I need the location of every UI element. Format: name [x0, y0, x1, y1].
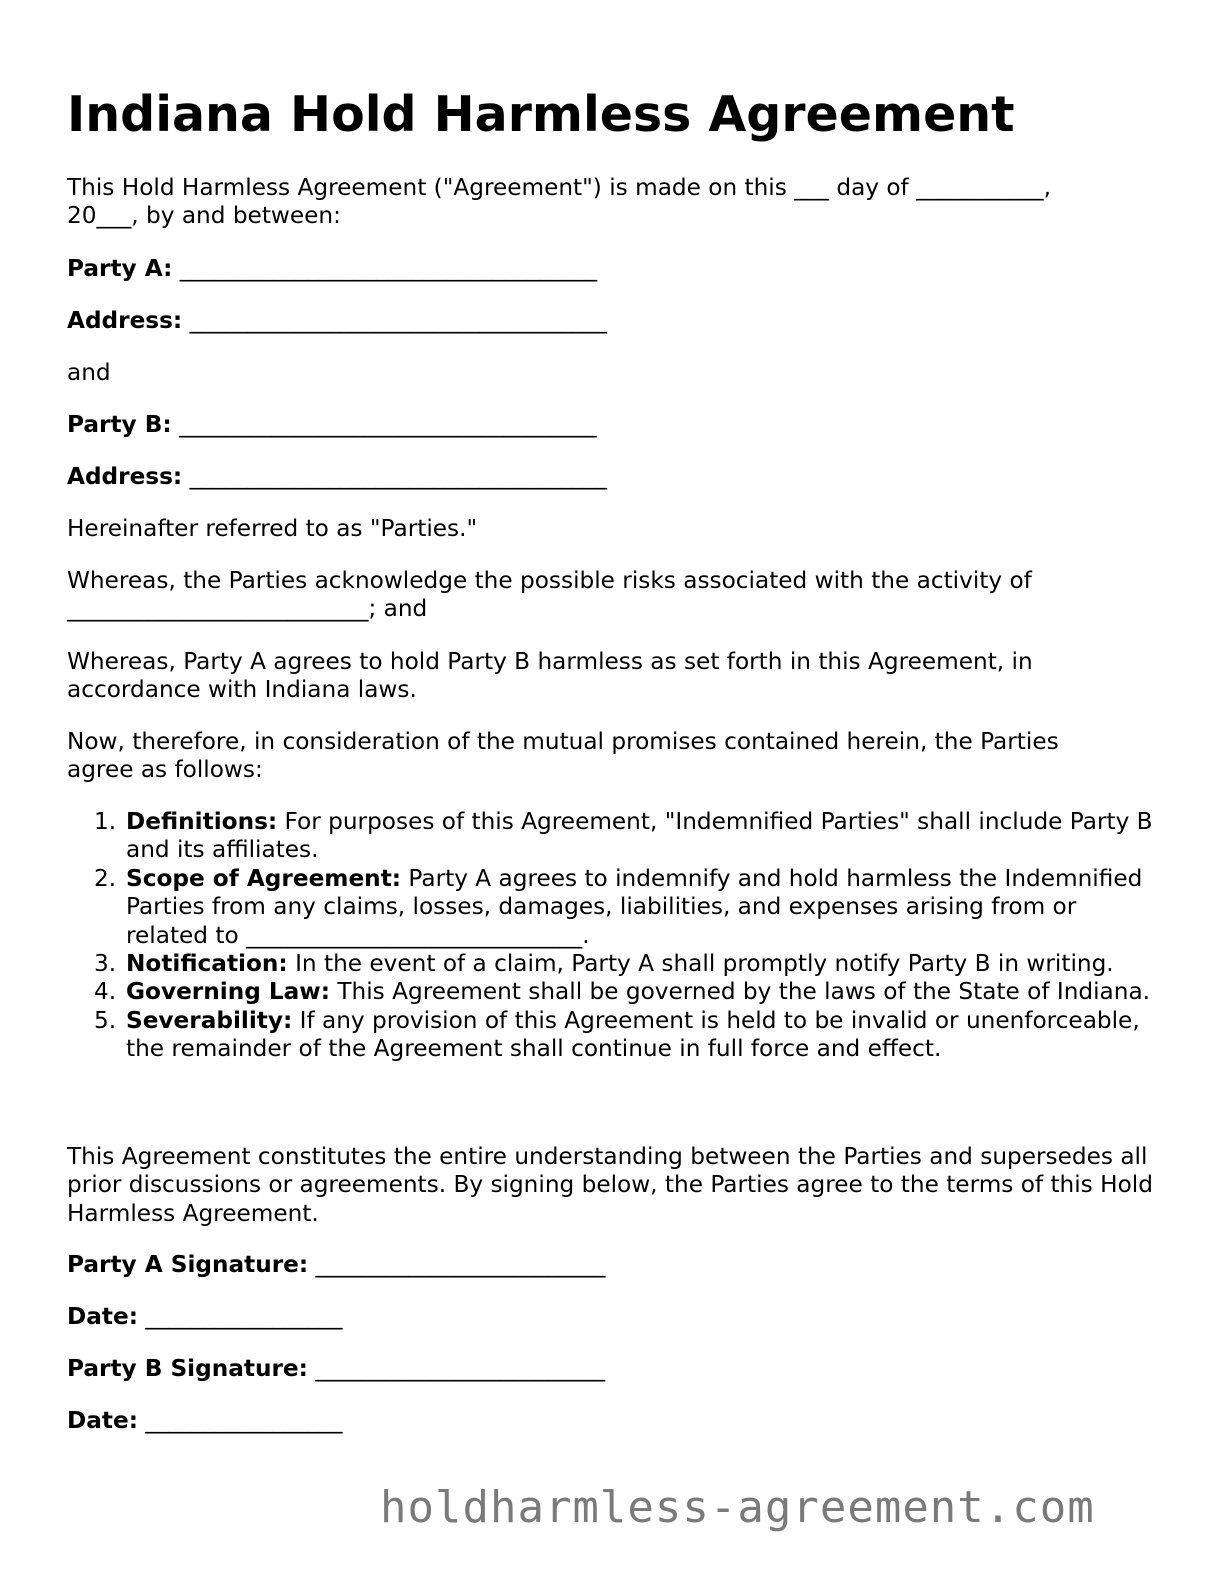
clause-text: Party A agrees to indemnify and hold harmless the Indemnified Parties from any claims, losses, damages, liabilities, and expenses arising from or related to _____________________________.: [126, 864, 1143, 949]
party-a-date-label: Date:: [67, 1303, 138, 1330]
clause-number: 4.: [94, 978, 117, 1006]
clause-text: This Agreement shall be governed by the laws of the State of Indiana.: [330, 978, 1151, 1006]
clause-heading: Governing Law:: [126, 978, 330, 1006]
party-b-field: [67, 411, 596, 439]
clause-number: 1.: [94, 808, 117, 835]
clause-number: 3.: [94, 950, 117, 978]
website-watermark: holdharmless-agreement.com: [380, 1482, 1095, 1533]
party-a-field: [67, 255, 597, 283]
intro-line-1: This Hold Harmless Agreement ("Agreement") is made on this ___ day of ___________,: [67, 174, 1051, 201]
clause-heading: Severability:: [126, 1006, 293, 1034]
address-b-label: Address:: [67, 463, 183, 490]
clause-item: [67, 978, 1157, 1006]
address-b-field: [67, 463, 607, 491]
clause-heading: Notification:: [126, 950, 288, 978]
address-a-field: [67, 307, 607, 335]
and-text: and: [67, 359, 111, 386]
party-a-signature-label: Party A Signature:: [67, 1251, 309, 1278]
clause-item: [67, 950, 1157, 978]
party-a-label: Party A:: [67, 255, 173, 282]
now-therefore-line-1: Now, therefore, in consideration of the mutual promises contained herein, the Parties: [67, 728, 1059, 755]
address-b-blank[interactable]: ____________________________________: [189, 463, 607, 490]
now-therefore-paragraph: [67, 728, 1157, 785]
whereas-risks-paragraph: [67, 567, 1157, 624]
clauses-list: [67, 808, 1157, 1064]
party-b-signature-blank[interactable]: _________________________: [315, 1355, 606, 1382]
clause-item: [67, 1007, 1157, 1064]
party-a-signature-blank[interactable]: _________________________: [315, 1251, 606, 1278]
whereas-harmless-line-1: Whereas, Party A agrees to hold Party B harmless as set forth in this Agreement, in: [67, 648, 1033, 675]
clause-text: If any provision of this Agreement is held to be invalid or unenforceable, the remainder of the Agreement shall continue in full force and effect.: [126, 1006, 1140, 1063]
hereinafter-text: Hereinafter referred to as "Parties.": [67, 515, 478, 542]
party-a-blank[interactable]: ____________________________________: [179, 255, 598, 282]
address-a-label: Address:: [67, 307, 183, 334]
intro-paragraph: [67, 174, 1157, 231]
party-a-signature-field: [67, 1251, 605, 1279]
party-b-date-field: [67, 1407, 342, 1435]
party-b-signature-label: Party B Signature:: [67, 1355, 308, 1382]
clause-heading: Definitions:: [126, 808, 278, 835]
party-a-date-field: [67, 1303, 342, 1331]
clause-text: In the event of a claim, Party A shall promptly notify Party B in writing.: [287, 950, 1114, 978]
intro-line-2: 20___, by and between:: [67, 202, 341, 230]
clause-text: For purposes of this Agreement, "Indemnified Parties" shall include Party B and its affiliates.: [126, 808, 1153, 864]
closing-paragraph: This Agreement constitutes the entire understanding between the Parties and supersedes all prior discussions or agreements. By signing below, the Parties agree to the terms of this Hold Harmless Agreement.: [67, 1143, 1153, 1227]
address-a-blank[interactable]: ____________________________________: [189, 307, 607, 334]
party-b-label: Party B:: [67, 411, 172, 438]
party-a-date-blank[interactable]: _________________: [145, 1303, 343, 1330]
clause-number: 2.: [94, 864, 117, 892]
whereas-risks-line-1: Whereas, the Parties acknowledge the possible risks associated with the activity of: [67, 567, 1032, 594]
party-b-blank[interactable]: ____________________________________: [179, 411, 597, 438]
party-b-date-blank[interactable]: _________________: [145, 1407, 343, 1434]
clause-item: [67, 865, 1157, 950]
document-title: Indiana Hold Harmless Agreement: [67, 86, 1015, 143]
now-therefore-line-2: agree as follows:: [67, 756, 263, 784]
party-b-signature-field: [67, 1355, 605, 1383]
clause-item: [67, 808, 1157, 865]
whereas-risks-line-2: __________________________; and: [67, 595, 428, 623]
clause-number: 5.: [94, 1006, 117, 1034]
clause-heading: Scope of Agreement:: [126, 864, 402, 892]
party-b-date-label: Date:: [67, 1407, 138, 1434]
whereas-harmless-line-2: accordance with Indiana laws.: [67, 676, 417, 704]
whereas-harmless-paragraph: [67, 648, 1157, 705]
